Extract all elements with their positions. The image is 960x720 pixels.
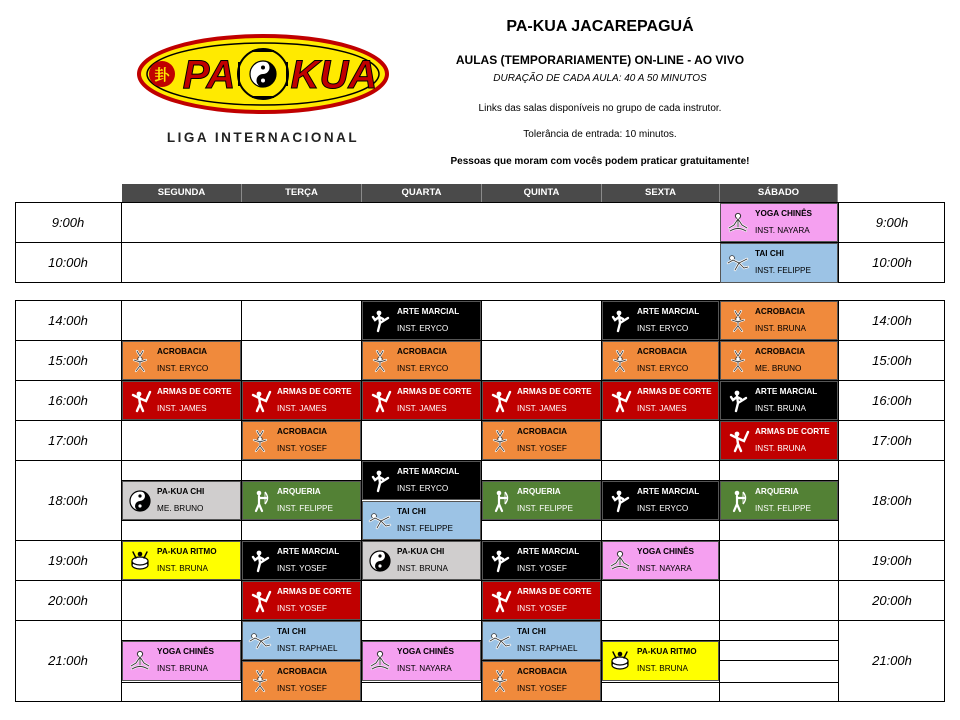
class-instructor: INST. BRUNA xyxy=(637,664,688,673)
class-block[interactable] xyxy=(720,341,838,380)
page-title: PA-KUA JACAREPAGUÁ xyxy=(506,18,694,35)
class-name: PA-KUA CHI xyxy=(157,487,205,496)
class-name: PA-KUA CHI xyxy=(397,547,445,556)
time-label: 9:00h xyxy=(51,215,85,230)
time-label: 9:00h xyxy=(875,215,909,230)
class-instructor: INST. FELIPPE xyxy=(755,266,811,275)
class-instructor: INST. JAMES xyxy=(397,404,447,413)
class-instructor: INST. FELIPPE xyxy=(755,504,811,513)
pa-kua-logo xyxy=(134,32,392,152)
class-name: ARQUERIA xyxy=(277,487,321,496)
class-name: ACROBACIA xyxy=(637,347,688,356)
drum-icon xyxy=(608,649,632,673)
time-label: 15:00h xyxy=(48,353,88,368)
logo-word-right: KUA xyxy=(290,53,378,97)
sword-icon xyxy=(368,389,392,413)
time-label: 19:00h xyxy=(872,553,912,568)
acrobat-icon xyxy=(608,349,632,373)
time-label: 17:00h xyxy=(48,433,88,448)
day-header-terca: TERÇA xyxy=(242,184,362,202)
time-label: 16:00h xyxy=(872,393,912,408)
class-instructor: INST. YOSEF xyxy=(517,444,567,453)
class-block[interactable] xyxy=(720,381,838,420)
class-block[interactable] xyxy=(242,541,361,580)
acrobat-icon xyxy=(488,429,512,453)
class-block[interactable] xyxy=(242,581,361,620)
class-instructor: INST. ERYCO xyxy=(637,504,689,513)
class-block[interactable] xyxy=(122,341,241,380)
class-name: ARMAS DE CORTE xyxy=(517,587,592,596)
time-label: 17:00h xyxy=(872,433,912,448)
class-instructor: INST. BRUNA xyxy=(755,444,806,453)
martial-kick-icon xyxy=(248,549,272,573)
class-name: ACROBACIA xyxy=(517,427,568,436)
class-instructor: INST. FELIPPE xyxy=(397,524,453,533)
acrobat-icon xyxy=(368,349,392,373)
class-name: ACROBACIA xyxy=(755,347,806,356)
sword-icon xyxy=(608,389,632,413)
tai-chi-icon xyxy=(248,629,272,653)
acrobat-icon xyxy=(248,669,272,693)
class-block[interactable] xyxy=(242,621,361,660)
class-instructor: INST. ERYCO xyxy=(637,364,689,373)
class-name: TAI CHI xyxy=(397,507,426,516)
class-block[interactable] xyxy=(602,641,719,681)
class-name: TAI CHI xyxy=(755,249,784,258)
class-block[interactable] xyxy=(720,481,838,520)
sword-icon xyxy=(128,389,152,413)
meditation-icon xyxy=(368,649,392,673)
class-block[interactable] xyxy=(602,481,719,520)
class-name: ARQUERIA xyxy=(517,487,561,496)
class-instructor: INST. BRUNA xyxy=(755,404,806,413)
class-block[interactable] xyxy=(362,541,481,580)
time-label: 21:00h xyxy=(48,653,88,668)
class-name: ARMAS DE CORTE xyxy=(277,387,352,396)
class-name: ARTE MARCIAL xyxy=(755,387,818,396)
day-header-sexta: SEXTA xyxy=(602,184,720,202)
class-instructor: INST. ERYCO xyxy=(397,484,449,493)
class-instructor: INST. NAYARA xyxy=(637,564,692,573)
class-block[interactable] xyxy=(482,661,601,701)
class-name: ACROBACIA xyxy=(277,667,328,676)
class-name: TAI CHI xyxy=(517,627,546,636)
acrobat-icon xyxy=(726,309,750,333)
class-name: ARMAS DE CORTE xyxy=(517,387,592,396)
class-instructor: INST. ERYCO xyxy=(157,364,209,373)
logo-subtitle: LIGA INTERNACIONAL xyxy=(166,130,360,145)
martial-kick-icon xyxy=(368,469,392,493)
class-block[interactable] xyxy=(482,381,601,420)
class-instructor: INST. BRUNA xyxy=(157,564,208,573)
martial-kick-icon xyxy=(608,489,632,513)
class-block[interactable] xyxy=(602,541,719,580)
class-instructor: INST. JAMES xyxy=(637,404,687,413)
class-name: ARTE MARCIAL xyxy=(637,307,700,316)
tolerance-note: Tolerância de entrada: 10 minutos. xyxy=(523,129,677,140)
class-name: ACROBACIA xyxy=(517,667,568,676)
grid-line xyxy=(121,202,122,283)
yin-yang-icon xyxy=(250,61,276,87)
martial-kick-icon xyxy=(488,549,512,573)
martial-kick-icon xyxy=(608,309,632,333)
class-instructor: INST. RAPHAEL xyxy=(277,644,338,653)
tai-chi-icon xyxy=(488,629,512,653)
day-header-quarta: QUARTA xyxy=(362,184,482,202)
class-name: ACROBACIA xyxy=(277,427,328,436)
class-instructor: INST. NAYARA xyxy=(397,664,452,673)
time-label: 18:00h xyxy=(872,493,912,508)
class-name: YOGA CHINÊS xyxy=(157,647,215,656)
grid-line xyxy=(15,620,945,621)
page-subtitle: AULAS (TEMPORARIAMENTE) ON-LINE - AO VIVO xyxy=(455,53,745,67)
archer-icon xyxy=(726,489,750,513)
acrobat-icon xyxy=(248,429,272,453)
sword-icon xyxy=(488,589,512,613)
class-block[interactable] xyxy=(122,381,241,420)
day-header-segunda: SEGUNDA xyxy=(122,184,242,202)
class-block[interactable] xyxy=(720,243,838,283)
class-instructor: INST. FELIPPE xyxy=(517,504,573,513)
class-block[interactable] xyxy=(362,381,481,420)
class-block[interactable] xyxy=(362,461,481,500)
class-instructor: INST. YOSEF xyxy=(277,684,327,693)
class-block[interactable] xyxy=(122,541,241,580)
class-block[interactable] xyxy=(720,203,838,242)
class-block[interactable] xyxy=(362,641,481,681)
class-block[interactable] xyxy=(482,621,601,660)
tai-chi-icon xyxy=(368,509,392,533)
class-instructor: INST. ERYCO xyxy=(397,364,449,373)
class-name: ARMAS DE CORTE xyxy=(397,387,472,396)
class-name: YOGA CHINÊS xyxy=(397,647,455,656)
class-instructor: INST. YOSEF xyxy=(277,604,327,613)
class-block[interactable] xyxy=(242,421,361,460)
time-label: 14:00h xyxy=(872,313,912,328)
time-label: 20:00h xyxy=(48,593,88,608)
family-note: Pessoas que moram com vocês podem praticar gratuitamente! xyxy=(450,156,750,167)
acrobat-icon xyxy=(488,669,512,693)
class-instructor: INST. ERYCO xyxy=(637,324,689,333)
archer-icon xyxy=(248,489,272,513)
time-label: 10:00h xyxy=(48,255,88,270)
class-block[interactable] xyxy=(602,381,719,420)
time-label: 19:00h xyxy=(48,553,88,568)
class-instructor: INST. BRUNA xyxy=(157,664,208,673)
sword-icon xyxy=(248,389,272,413)
grid-line xyxy=(121,682,839,683)
class-block[interactable] xyxy=(482,541,601,580)
class-block[interactable] xyxy=(482,581,601,620)
class-block[interactable] xyxy=(720,301,838,340)
logo-word-left: PA xyxy=(182,53,236,97)
class-instructor: INST. BRUNA xyxy=(755,324,806,333)
time-label: 21:00h xyxy=(872,653,912,668)
class-block[interactable] xyxy=(122,641,241,681)
class-instructor: INST. ERYCO xyxy=(397,324,449,333)
class-instructor: ME. BRUNO xyxy=(157,504,204,513)
time-label: 16:00h xyxy=(48,393,88,408)
class-instructor: INST. YOSEF xyxy=(277,444,327,453)
grid-line xyxy=(15,580,945,581)
class-name: ACROBACIA xyxy=(397,347,448,356)
time-label: 18:00h xyxy=(48,493,88,508)
class-name: ARTE MARCIAL xyxy=(517,547,580,556)
class-instructor: INST. FELIPPE xyxy=(277,504,333,513)
sword-icon xyxy=(488,389,512,413)
class-instructor: INST. BRUNA xyxy=(397,564,448,573)
time-label: 10:00h xyxy=(872,255,912,270)
class-name: ARMAS DE CORTE xyxy=(157,387,232,396)
martial-kick-icon xyxy=(726,389,750,413)
class-block[interactable] xyxy=(482,421,601,460)
duration-note: DURAÇÃO DE CADA AULA: 40 A 50 MINUTOS xyxy=(493,73,707,84)
yin-yang-icon xyxy=(368,549,392,573)
class-instructor: INST. NAYARA xyxy=(755,226,810,235)
day-header-quinta: QUINTA xyxy=(482,184,602,202)
martial-kick-icon xyxy=(368,309,392,333)
class-name: PA-KUA RITMO xyxy=(157,547,217,556)
class-block[interactable] xyxy=(122,481,241,520)
acrobat-icon xyxy=(726,349,750,373)
meditation-icon xyxy=(726,211,750,235)
class-name: ARMAS DE CORTE xyxy=(755,427,830,436)
class-instructor: INST. YOSEF xyxy=(517,684,567,693)
sword-icon xyxy=(248,589,272,613)
time-label: 15:00h xyxy=(872,353,912,368)
tai-chi-icon xyxy=(726,251,750,275)
drum-icon xyxy=(128,549,152,573)
class-block[interactable] xyxy=(482,481,601,520)
class-name: ARTE MARCIAL xyxy=(397,307,460,316)
class-name: ARTE MARCIAL xyxy=(277,547,340,556)
class-block[interactable] xyxy=(602,341,719,380)
class-instructor: INST. JAMES xyxy=(277,404,327,413)
meditation-icon xyxy=(128,649,152,673)
acrobat-icon xyxy=(128,349,152,373)
class-name: ARQUERIA xyxy=(755,487,799,496)
yin-yang-icon xyxy=(128,489,152,513)
class-instructor: INST. RAPHAEL xyxy=(517,644,578,653)
class-name: ACROBACIA xyxy=(157,347,208,356)
sword-icon xyxy=(726,429,750,453)
class-instructor: ME. BRUNO xyxy=(755,364,802,373)
class-block[interactable] xyxy=(602,301,719,340)
class-instructor: INST. JAMES xyxy=(517,404,567,413)
links-note: Links das salas disponíveis no grupo de cada instrutor. xyxy=(478,103,722,114)
svg-text:卦: 卦 xyxy=(154,66,170,84)
class-name: ARMAS DE CORTE xyxy=(637,387,712,396)
class-name: YOGA CHINÊS xyxy=(637,547,695,556)
time-label: 20:00h xyxy=(872,593,912,608)
day-header-sabado: SÁBADO xyxy=(720,184,838,202)
class-block[interactable] xyxy=(242,381,361,420)
class-instructor: INST. JAMES xyxy=(157,404,207,413)
class-block[interactable] xyxy=(242,661,361,701)
meditation-icon xyxy=(608,549,632,573)
class-name: YOGA CHINÊS xyxy=(755,209,813,218)
class-block[interactable] xyxy=(720,421,838,460)
class-block[interactable] xyxy=(362,341,481,380)
class-name: ARTE MARCIAL xyxy=(637,487,700,496)
class-block[interactable] xyxy=(242,481,361,520)
class-name: TAI CHI xyxy=(277,627,306,636)
class-block[interactable] xyxy=(362,501,481,540)
class-name: PA-KUA RITMO xyxy=(637,647,697,656)
class-instructor: INST. YOSEF xyxy=(277,564,327,573)
class-name: ACROBACIA xyxy=(755,307,806,316)
class-name: ARMAS DE CORTE xyxy=(277,587,352,596)
class-block[interactable] xyxy=(362,301,481,340)
time-label: 14:00h xyxy=(48,313,88,328)
archer-icon xyxy=(488,489,512,513)
class-instructor: INST. YOSEF xyxy=(517,604,567,613)
class-instructor: INST. YOSEF xyxy=(517,564,567,573)
class-name: ARTE MARCIAL xyxy=(397,467,460,476)
